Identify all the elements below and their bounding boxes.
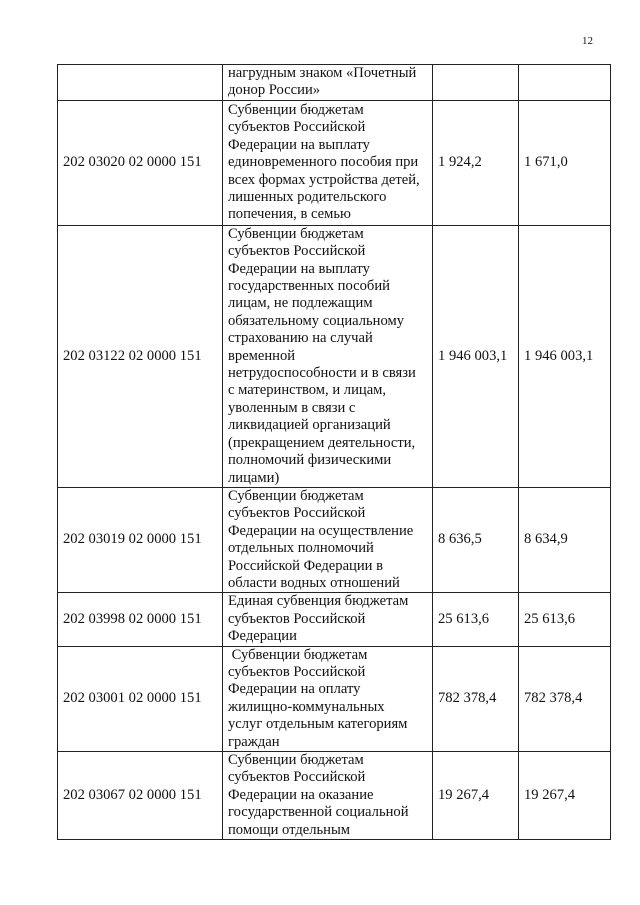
description-line: страхованию на случай (228, 330, 373, 347)
amount-cell-2: 1 946 003,1 (519, 225, 611, 487)
description-line: области водных отношений (228, 574, 400, 591)
description-line: Субвенции бюджетам (228, 646, 368, 663)
description-line: жилищно-коммунальных (228, 698, 385, 715)
table-row (58, 65, 611, 101)
table-row (58, 593, 611, 646)
description-line: лицам, не подлежащим (228, 295, 373, 312)
description-line: субъектов Российской (228, 505, 366, 522)
description-line: помощи отдельным (228, 821, 351, 838)
description-line: субъектов Российской (228, 610, 366, 627)
description-line: отдельных полномочий (228, 540, 374, 557)
description-cell (223, 752, 433, 840)
budget-table (57, 64, 611, 840)
description-line: Федерации на выплату (228, 136, 370, 153)
description-cell (223, 65, 433, 101)
description-line: обязательному социальному (228, 312, 405, 329)
description-line: субъектов Российской (228, 119, 366, 136)
budget-code-cell: 202 03122 02 0000 151 (58, 225, 223, 487)
description-line: Федерации на оплату (228, 681, 361, 698)
description-line: всех формах устройства детей, (228, 171, 420, 188)
budget-code-cell (58, 65, 223, 101)
description-line: субъектов Российской (228, 243, 366, 260)
description-line: государственной социальной (228, 804, 409, 821)
description-line: граждан (228, 733, 280, 750)
amount-cell-2: 25 613,6 (519, 593, 611, 646)
amount-cell-1 (433, 65, 519, 101)
description-line: услуг отдельным категориям (228, 716, 408, 733)
budget-code-cell: 202 03998 02 0000 151 (58, 593, 223, 646)
description-line: Субвенции бюджетам (228, 101, 364, 118)
amount-cell-1: 25 613,6 (433, 593, 519, 646)
budget-code-cell: 202 03001 02 0000 151 (58, 646, 223, 751)
description-line: с материнством, и лицам, (228, 382, 387, 399)
table-row (58, 752, 611, 840)
description-line: субъектов Российской (228, 663, 366, 680)
description-line: Федерации на осуществление (228, 522, 414, 539)
table-row (58, 225, 611, 487)
description-cell (223, 100, 433, 225)
budget-code-cell: 202 03019 02 0000 151 (58, 487, 223, 592)
description-cell (223, 225, 433, 487)
amount-cell-1: 1 924,2 (433, 100, 519, 225)
description-line: нетрудоспособности и в связи (228, 365, 416, 382)
description-line: лишенных родительского (228, 188, 387, 205)
budget-code-cell: 202 03067 02 0000 151 (58, 752, 223, 840)
description-line: попечения, в семью (228, 206, 351, 223)
description-line: Федерации на оказание (228, 786, 374, 803)
table-row (58, 100, 611, 225)
amount-cell-2 (519, 65, 611, 101)
description-line: единовременного пособия при (228, 154, 419, 171)
amount-cell-2: 8 634,9 (519, 487, 611, 592)
budget-table-body (58, 65, 611, 840)
description-line: государственных пособий (228, 278, 390, 295)
amount-cell-1: 782 378,4 (433, 646, 519, 751)
description-line: нагрудным знаком «Почетный (228, 65, 417, 81)
description-line: Субвенции бюджетам (228, 752, 364, 768)
description-line: ликвидацией организаций (228, 417, 391, 434)
description-line: Федерации на выплату (228, 260, 370, 277)
amount-cell-2: 19 267,4 (519, 752, 611, 840)
description-line: субъектов Российской (228, 769, 366, 786)
description-line: Субвенции бюджетам (228, 225, 364, 242)
amount-cell-2: 1 671,0 (519, 100, 611, 225)
amount-cell-1: 19 267,4 (433, 752, 519, 840)
description-cell (223, 487, 433, 592)
description-line: лицами) (228, 469, 280, 486)
description-line: Федерации (228, 628, 297, 645)
description-line: Единая субвенция бюджетам (228, 593, 409, 610)
description-line: (прекращением деятельности, (228, 434, 416, 451)
description-line: полномочий физическими (228, 452, 392, 469)
description-line: донор России» (228, 82, 321, 99)
amount-cell-1: 1 946 003,1 (433, 225, 519, 487)
page-number: 12 (582, 35, 593, 47)
description-line: уволенным в связи с (228, 399, 356, 416)
table-row (58, 487, 611, 592)
description-cell (223, 646, 433, 751)
description-cell (223, 593, 433, 646)
description-line: временной (228, 347, 296, 364)
amount-cell-2: 782 378,4 (519, 646, 611, 751)
amount-cell-1: 8 636,5 (433, 487, 519, 592)
budget-code-cell: 202 03020 02 0000 151 (58, 100, 223, 225)
description-line: Субвенции бюджетам (228, 487, 364, 504)
table-row (58, 646, 611, 751)
description-line: Российской Федерации в (228, 557, 384, 574)
